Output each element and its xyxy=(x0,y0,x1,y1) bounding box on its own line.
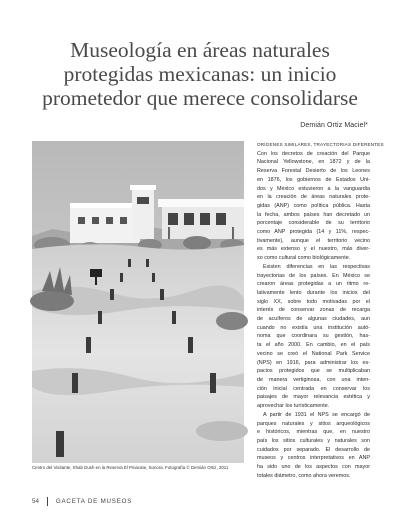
text-line: trayectorias de los países. En México se xyxy=(257,272,370,279)
title-line: Museología en áreas naturales xyxy=(70,38,330,62)
text-line: crearon áreas protegidas a un ritmo re- xyxy=(257,281,370,288)
article-title xyxy=(30,38,370,110)
text-line: porcentaje considerable de su territorio xyxy=(257,220,370,227)
page-footer xyxy=(32,497,132,506)
text-line: so como cultural como biológicamente. xyxy=(257,255,351,262)
text-line: aprovechar los turísticamente. xyxy=(257,403,330,410)
body-column xyxy=(257,141,384,506)
article-photo xyxy=(32,141,244,463)
desert-visitor-center-photo xyxy=(32,141,244,463)
text-line: ta el año 2000. En cambio, en el país xyxy=(257,342,370,349)
text-line: totales diámetro, como ahora veremos. xyxy=(257,472,351,479)
text-line: noma que coordinara su gestión, has- xyxy=(257,333,370,340)
text-line: lativamente lento durante los inicios del xyxy=(257,289,370,296)
text-line: gidas (ANP) como política pública. Hasta xyxy=(257,202,370,209)
text-line: museos y centros interpretativos en ANP xyxy=(257,455,370,462)
text-line: e históricos, mientras que, en nuestro xyxy=(257,429,370,436)
text-line: es más extenso y el nuestro, más diver- xyxy=(257,246,370,253)
text-line: país los sitios culturales y naturales son xyxy=(257,437,370,444)
text-line: dos y México estuvieron a la vanguardia xyxy=(257,185,370,192)
page-number: 54 xyxy=(32,498,39,506)
text-line: ción inicial centrada en conservar los xyxy=(257,385,370,392)
footer-divider xyxy=(47,497,48,506)
text-line: cuando no existía una institución autó- xyxy=(257,324,370,331)
text-line: (NPS) en 1916, para administrar los es- xyxy=(257,359,370,366)
text-line: Con los decretos de creación del Parque xyxy=(257,150,370,157)
text-line: en 1876, los gobiernos de Estados Uni- xyxy=(257,176,370,183)
text-line: Reserva Forestal Desierto de los Leones xyxy=(257,168,370,175)
text-line: A partir de 1931 el NPS se encargó de xyxy=(263,411,370,418)
text-line: paisajes de mayor relevancia estética y xyxy=(257,394,370,401)
text-line: la fecha, ambos países han decretado un xyxy=(257,211,370,218)
text-line: ha sido uno de los aspectos con mayor xyxy=(257,464,370,471)
text-line: parques naturales y sitios arqueológicos xyxy=(257,420,370,427)
author-name: Demián Ortiz Maciel* xyxy=(300,122,368,129)
title-line: prometedor que merece consolidarse xyxy=(42,86,358,110)
text-line: siglo XX, sobre todo motivadas por el xyxy=(257,298,370,305)
text-line: de manera vertiginosa, con una inten- xyxy=(257,376,370,383)
title-line: protegidas mexicanas: un inicio xyxy=(63,62,337,86)
journal-name: GACETA DE MUSEOS xyxy=(55,498,133,506)
text-line: Existen diferencias en las respectivas xyxy=(263,263,370,270)
text-line: vecino se creó el National Park Service xyxy=(257,350,370,357)
photo-caption: Centro del Visitante, Shab Dush en la Reserva El Pinacate, Sonora. Fotografía © Demián Ortiz, 2011 xyxy=(32,465,229,470)
text-line: pacios protegidos que se multiplicaban xyxy=(257,368,370,375)
section-heading: ORÍGENES SIMILARES, TRAYECTORIAS DIFERENTES xyxy=(257,142,384,147)
text-line: interés de conservar zonas de recarga xyxy=(257,307,370,314)
text-line: en la creación de áreas naturales prote- xyxy=(257,194,370,201)
text-line: como ANP protegida (14 y 11%, respec- xyxy=(257,229,370,236)
text-line: Nacional Yellowstone, en 1872 y de la xyxy=(257,159,370,166)
text-line: tivamente), aunque el territorio vecino xyxy=(257,237,370,244)
text-line: de acuíferos de algunas ciudades, aun xyxy=(257,316,370,323)
text-line: cuidados por separado. El desarrollo de xyxy=(257,446,370,453)
